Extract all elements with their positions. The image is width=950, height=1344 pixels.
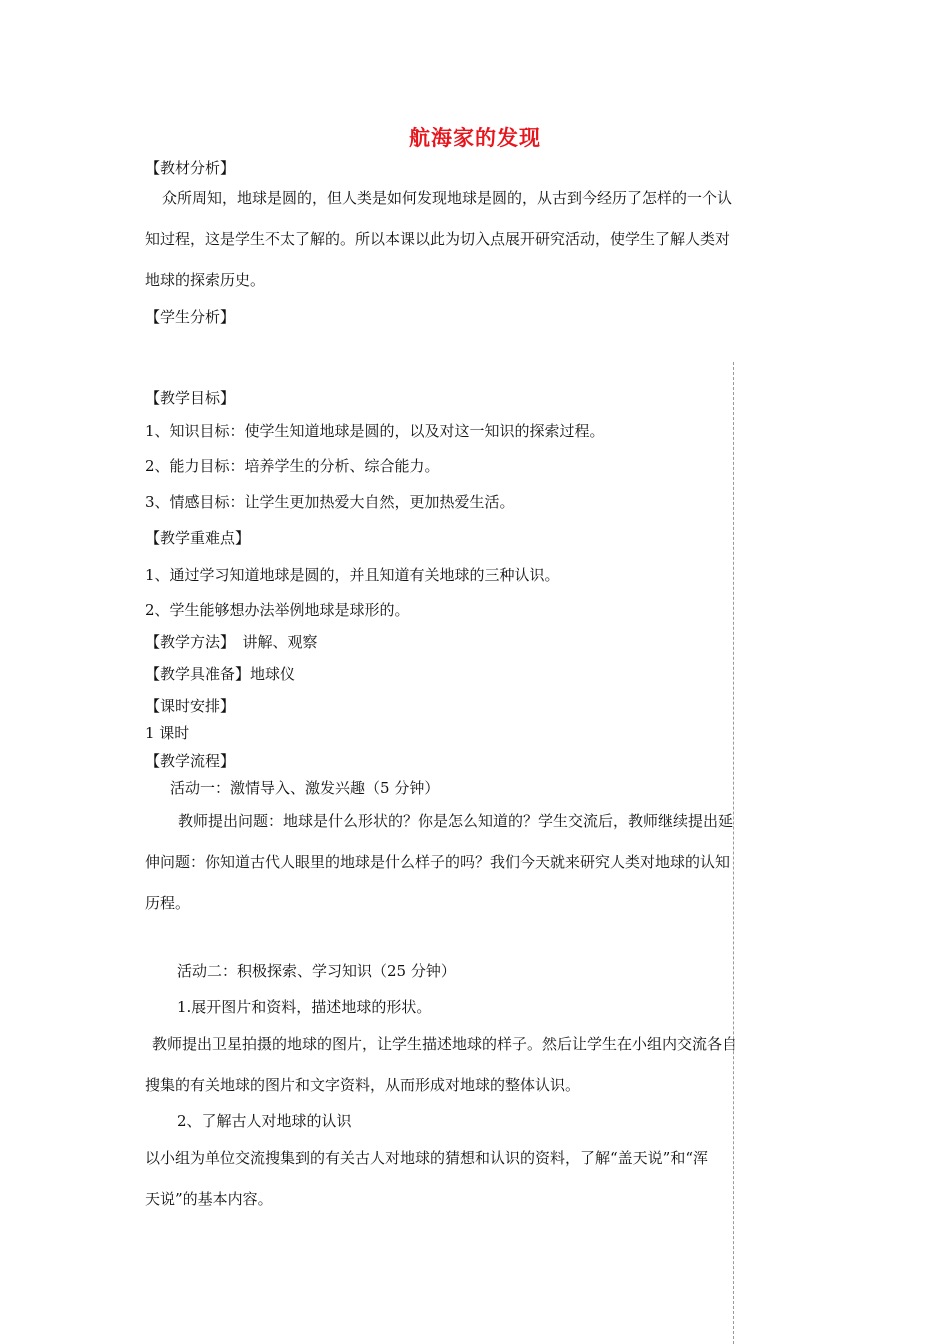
list-item: 1、通过学习知道地球是圆的，并且知道有关地球的三种认识。 — [145, 566, 560, 584]
activity-two-title: 活动二：积极探索、学习知识（25 分钟） — [177, 962, 456, 980]
subsection-title: 1.展开图片和资料，描述地球的形状。 — [177, 998, 432, 1016]
section-heading-key-points: 【教学重难点】 — [145, 529, 251, 547]
subsection-title: 2、了解古人对地球的认识 — [177, 1112, 352, 1130]
section-heading-textbook-analysis: 【教材分析】 — [145, 159, 236, 177]
activity-one-title: 活动一：激情导入、激发兴趣（5 分钟） — [170, 779, 440, 797]
dashed-margin-line — [733, 362, 734, 1344]
paragraph-line: 教师提出卫星拍摄的地球的图片，让学生描述地球的样子。然后让学生在小组内交流各自 — [152, 1035, 738, 1053]
paragraph-line: 伸问题：你知道古代人眼里的地球是什么样子的吗？我们今天就来研究人类对地球的认知 — [145, 853, 731, 871]
list-item: 2、学生能够想办法举例地球是球形的。 — [145, 601, 410, 619]
section-teaching-materials: 【教学具准备】地球仪 — [145, 665, 296, 683]
document-title: 航海家的发现 — [409, 126, 541, 150]
section-heading-student-analysis: 【学生分析】 — [145, 308, 236, 326]
paragraph-line: 众所周知，地球是圆的，但人类是如何发现地球是圆的，从古到今经历了怎样的一个认 — [162, 189, 733, 207]
paragraph-line: 天说”的基本内容。 — [145, 1190, 273, 1208]
paragraph-line: 教师提出问题：地球是什么形状的？你是怎么知道的？学生交流后，教师继续提出延 — [178, 812, 734, 830]
section-heading-teaching-process: 【教学流程】 — [145, 752, 236, 770]
schedule-value: 1 课时 — [145, 724, 190, 742]
list-item: 3、情感目标：让学生更加热爱大自然，更加热爱生活。 — [145, 493, 515, 511]
paragraph-line: 知过程，这是学生不太了解的。所以本课以此为切入点展开研究活动，使学生了解人类对 — [145, 230, 731, 248]
section-heading-schedule: 【课时安排】 — [145, 697, 236, 715]
section-teaching-method: 【教学方法】 讲解、观察 — [145, 633, 318, 651]
section-heading-teaching-goals: 【教学目标】 — [145, 389, 236, 407]
paragraph-line: 地球的探索历史。 — [145, 271, 266, 289]
paragraph-line: 以小组为单位交流搜集到的有关古人对地球的猜想和认识的资料，了解“盖天说”和“浑 — [145, 1149, 709, 1167]
list-item: 1、知识目标：使学生知道地球是圆的，以及对这一知识的探索过程。 — [145, 422, 605, 440]
paragraph-line: 历程。 — [145, 894, 191, 912]
paragraph-line: 搜集的有关地球的图片和文字资料，从而形成对地球的整体认识。 — [145, 1076, 581, 1094]
list-item: 2、能力目标：培养学生的分析、综合能力。 — [145, 457, 440, 475]
